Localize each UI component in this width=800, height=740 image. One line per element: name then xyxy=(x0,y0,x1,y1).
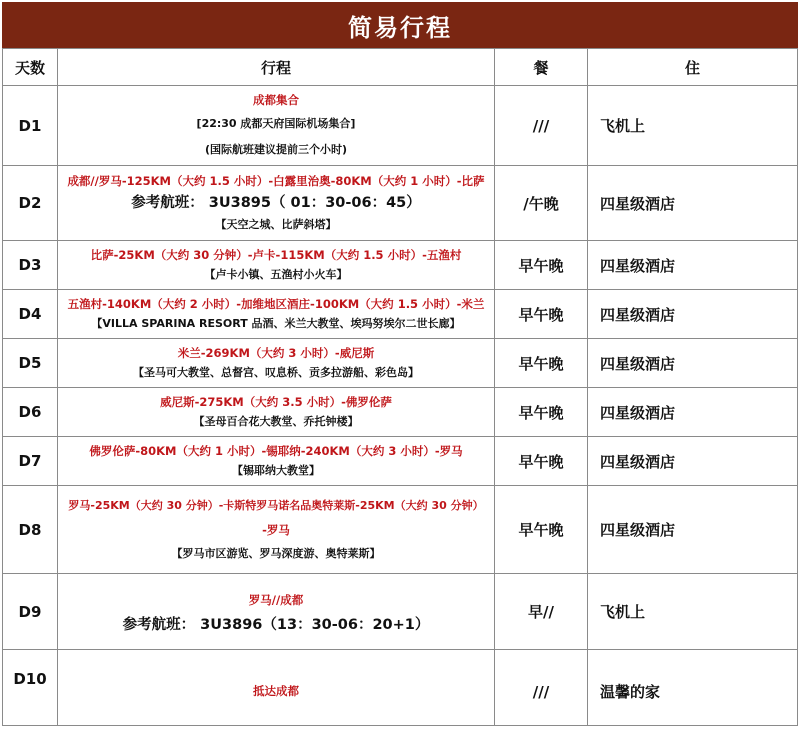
route-text: 成都集合 xyxy=(253,92,299,107)
sights-text: 【卢卡小镇、五渔村小火车】 xyxy=(204,268,348,281)
meals-cell: 早午晚 xyxy=(495,290,588,339)
itinerary-cell xyxy=(58,290,495,339)
itinerary-cell xyxy=(58,574,495,650)
itinerary-sheet xyxy=(2,2,798,726)
day-cell: D6 xyxy=(3,388,58,437)
header-itinerary: 行程 xyxy=(58,49,495,86)
stay-cell: 四星级酒店 xyxy=(588,437,798,486)
stay-cell: 四星级酒店 xyxy=(588,290,798,339)
table-row xyxy=(3,486,798,574)
sights-text: 【VILLA SPARINA RESORT 品酒、米兰大教堂、埃玛努埃尔二世长廊】 xyxy=(91,317,461,330)
route-text: 罗马-25KM（大约 30 分钟）-卡斯特罗马诺名品奥特莱斯-25KM（大约 30 分钟） xyxy=(68,498,484,512)
itinerary-cell xyxy=(58,437,495,486)
stay-cell: 四星级酒店 xyxy=(588,166,798,241)
flight-text: 参考航班： 3U3896（13：30-06：20+1） xyxy=(122,616,430,633)
note-text: (国际航班建议提前三个小时) xyxy=(204,142,348,156)
day-cell: D10 xyxy=(3,650,58,726)
meals-cell: /// xyxy=(495,86,588,166)
itinerary-cell xyxy=(58,486,495,574)
day-cell: D9 xyxy=(3,574,58,650)
table-row xyxy=(3,241,798,290)
header-day: 天数 xyxy=(3,49,58,86)
sights-text: 【罗马市区游览、罗马深度游、奥特莱斯】 xyxy=(171,546,381,560)
day-cell: D1 xyxy=(3,86,58,166)
table-row xyxy=(3,574,798,650)
meals-cell: 早午晚 xyxy=(495,388,588,437)
day-cell: D8 xyxy=(3,486,58,574)
sights-text: 【锡耶纳大教堂】 xyxy=(232,464,320,477)
meals-cell: /午晚 xyxy=(495,166,588,241)
itinerary-cell xyxy=(58,650,495,726)
note-text: [22:30 成都天府国际机场集合] xyxy=(196,116,356,130)
meals-cell: /// xyxy=(495,650,588,726)
meals-cell: 早午晚 xyxy=(495,486,588,574)
route-text: 五渔村-140KM（大约 2 小时）-加维地区酒庄-100KM（大约 1.5 小时）-米兰 xyxy=(67,297,485,311)
meals-cell: 早午晚 xyxy=(495,339,588,388)
stay-cell: 四星级酒店 xyxy=(588,241,798,290)
itinerary-cell xyxy=(58,388,495,437)
header-meals: 餐 xyxy=(495,49,588,86)
table-row xyxy=(3,437,798,486)
day-cell: D7 xyxy=(3,437,58,486)
route-text: 成都//罗马-125KM（大约 1.5 小时）-白露里治奥-80KM（大约 1 小时）-比萨 xyxy=(67,174,485,188)
meals-cell: 早午晚 xyxy=(495,437,588,486)
table-row xyxy=(3,339,798,388)
table-row xyxy=(3,290,798,339)
sights-text: 【圣马可大教堂、总督宫、叹息桥、贡多拉游船、彩色岛】 xyxy=(133,366,419,379)
route-text: 佛罗伦萨-80KM（大约 1 小时）-锡耶纳-240KM（大约 3 小时）-罗马 xyxy=(89,444,463,458)
header-row xyxy=(3,49,798,86)
route-text: 抵达成都 xyxy=(253,684,299,698)
itinerary-table xyxy=(2,48,798,726)
sheet-title: 简易行程 xyxy=(2,2,798,48)
stay-cell: 飞机上 xyxy=(588,574,798,650)
header-stay: 住 xyxy=(588,49,798,86)
stay-cell: 四星级酒店 xyxy=(588,486,798,574)
stay-cell: 温馨的家 xyxy=(588,650,798,726)
stay-cell: 四星级酒店 xyxy=(588,339,798,388)
itinerary-cell xyxy=(58,339,495,388)
route-text-continued: -罗马 xyxy=(262,522,290,537)
table-row xyxy=(3,388,798,437)
stay-cell: 飞机上 xyxy=(588,86,798,166)
route-text: 米兰-269KM（大约 3 小时）-威尼斯 xyxy=(177,346,375,360)
meals-cell: 早午晚 xyxy=(495,241,588,290)
table-row xyxy=(3,166,798,241)
stay-cell: 四星级酒店 xyxy=(588,388,798,437)
itinerary-cell xyxy=(58,86,495,166)
route-text: 比萨-25KM（大约 30 分钟）-卢卡-115KM（大约 1.5 小时）-五渔村 xyxy=(90,248,462,262)
table-row xyxy=(3,86,798,166)
day-cell: D3 xyxy=(3,241,58,290)
route-text: 罗马//成都 xyxy=(248,592,304,607)
day-cell: D5 xyxy=(3,339,58,388)
route-text: 威尼斯-275KM（大约 3.5 小时）-佛罗伦萨 xyxy=(160,395,392,409)
flight-text: 参考航班： 3U3895（ 01：30-06：45） xyxy=(131,195,421,211)
table-row xyxy=(3,650,798,726)
itinerary-cell xyxy=(58,241,495,290)
itinerary-cell xyxy=(58,166,495,241)
sights-text: 【天空之城、比萨斜塔】 xyxy=(215,218,337,231)
day-cell: D4 xyxy=(3,290,58,339)
sights-text: 【圣母百合花大教堂、乔托钟楼】 xyxy=(193,415,359,428)
day-cell: D2 xyxy=(3,166,58,241)
meals-cell: 早// xyxy=(495,574,588,650)
